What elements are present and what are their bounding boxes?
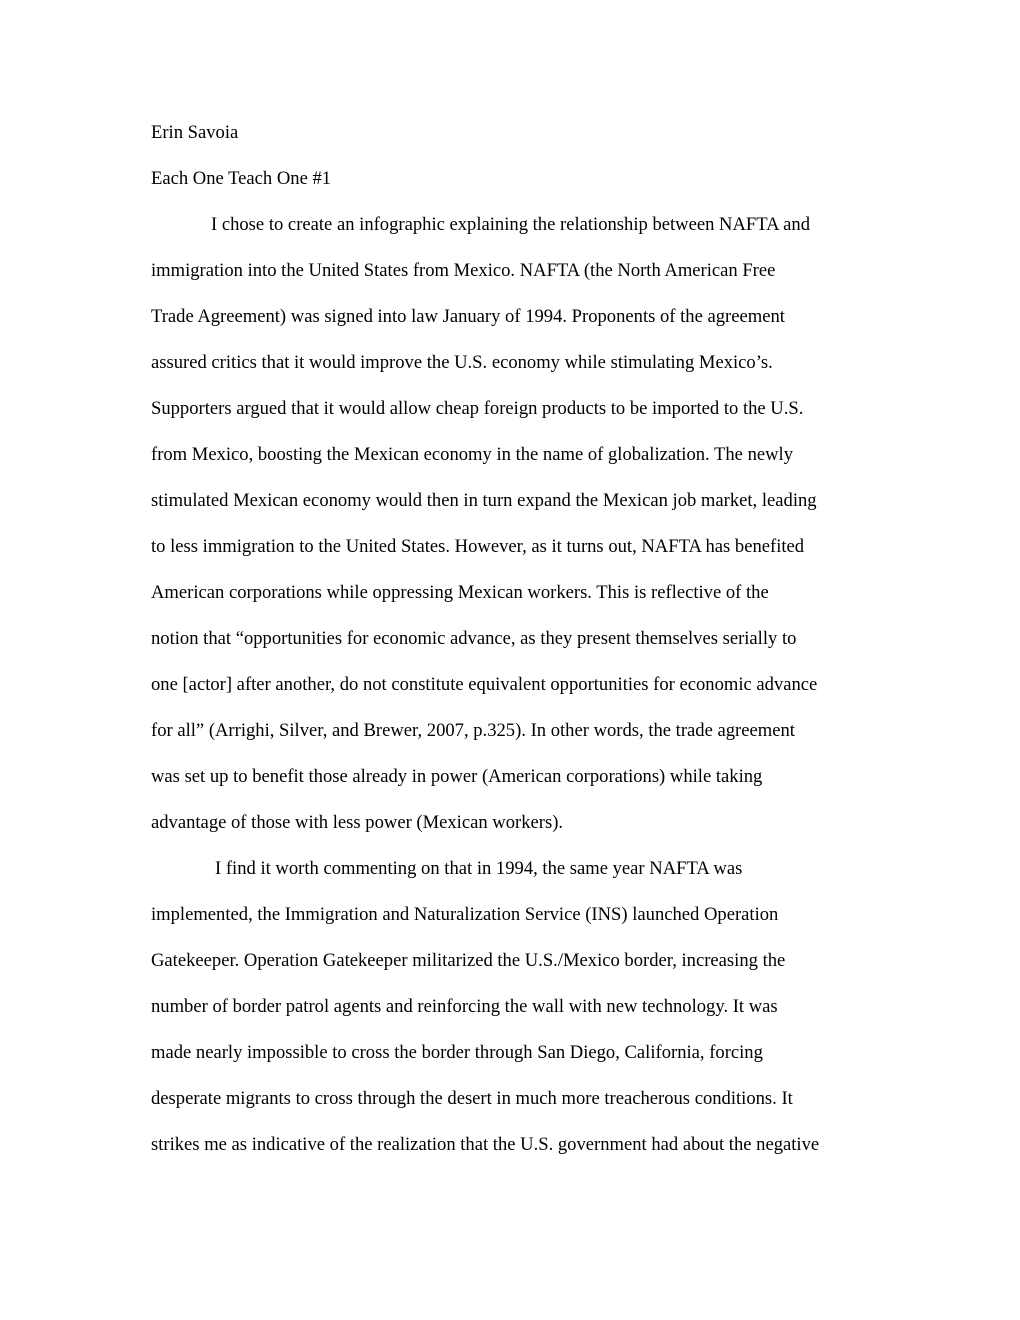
paragraph-line: I find it worth commenting on that in 1994, the same year NAFTA was bbox=[215, 858, 743, 879]
paragraph-line: immigration into the United States from Mexico. NAFTA (the North American Free bbox=[151, 260, 776, 281]
paragraph-line: I chose to create an infographic explaining the relationship between NAFTA and bbox=[211, 214, 810, 235]
paragraph-line: Supporters argued that it would allow cheap foreign products to be imported to the U.S. bbox=[151, 398, 804, 419]
paragraph-line: desperate migrants to cross through the desert in much more treacherous conditions. It bbox=[151, 1088, 793, 1109]
paragraph-line: one [actor] after another, do not constitute equivalent opportunities for economic advance bbox=[151, 674, 818, 695]
paragraph-line: made nearly impossible to cross the border through San Diego, California, forcing bbox=[151, 1042, 763, 1063]
paragraph-line: Gatekeeper. Operation Gatekeeper militarized the U.S./Mexico border, increasing the bbox=[151, 950, 786, 971]
author-name: Erin Savoia bbox=[151, 122, 239, 143]
paragraph-line: notion that “opportunities for economic advance, as they present themselves serially to bbox=[151, 628, 797, 649]
paragraph-line: number of border patrol agents and reinforcing the wall with new technology. It was bbox=[151, 996, 778, 1017]
assignment-title: Each One Teach One #1 bbox=[151, 168, 332, 189]
paragraph-line: to less immigration to the United States. However, as it turns out, NAFTA has benefited bbox=[151, 536, 805, 557]
paragraph-line: implemented, the Immigration and Naturalization Service (INS) launched Operation bbox=[151, 904, 779, 925]
paragraph-line: strikes me as indicative of the realization that the U.S. government had about the negative bbox=[151, 1134, 820, 1155]
paragraph-line: assured critics that it would improve the U.S. economy while stimulating Mexico’s. bbox=[151, 352, 773, 373]
paragraph-line: stimulated Mexican economy would then in turn expand the Mexican job market, leading bbox=[151, 490, 817, 511]
paragraph-line: Trade Agreement) was signed into law January of 1994. Proponents of the agreement bbox=[151, 306, 785, 327]
paragraph-line: for all” (Arrighi, Silver, and Brewer, 2007, p.325). In other words, the trade agreement bbox=[151, 720, 795, 741]
paragraph-line: American corporations while oppressing Mexican workers. This is reflective of the bbox=[151, 582, 769, 603]
paragraph-line: from Mexico, boosting the Mexican economy in the name of globalization. The newly bbox=[151, 444, 794, 465]
paragraph-line: advantage of those with less power (Mexican workers). bbox=[151, 812, 564, 833]
paragraph-line: was set up to benefit those already in power (American corporations) while taking bbox=[151, 766, 763, 787]
